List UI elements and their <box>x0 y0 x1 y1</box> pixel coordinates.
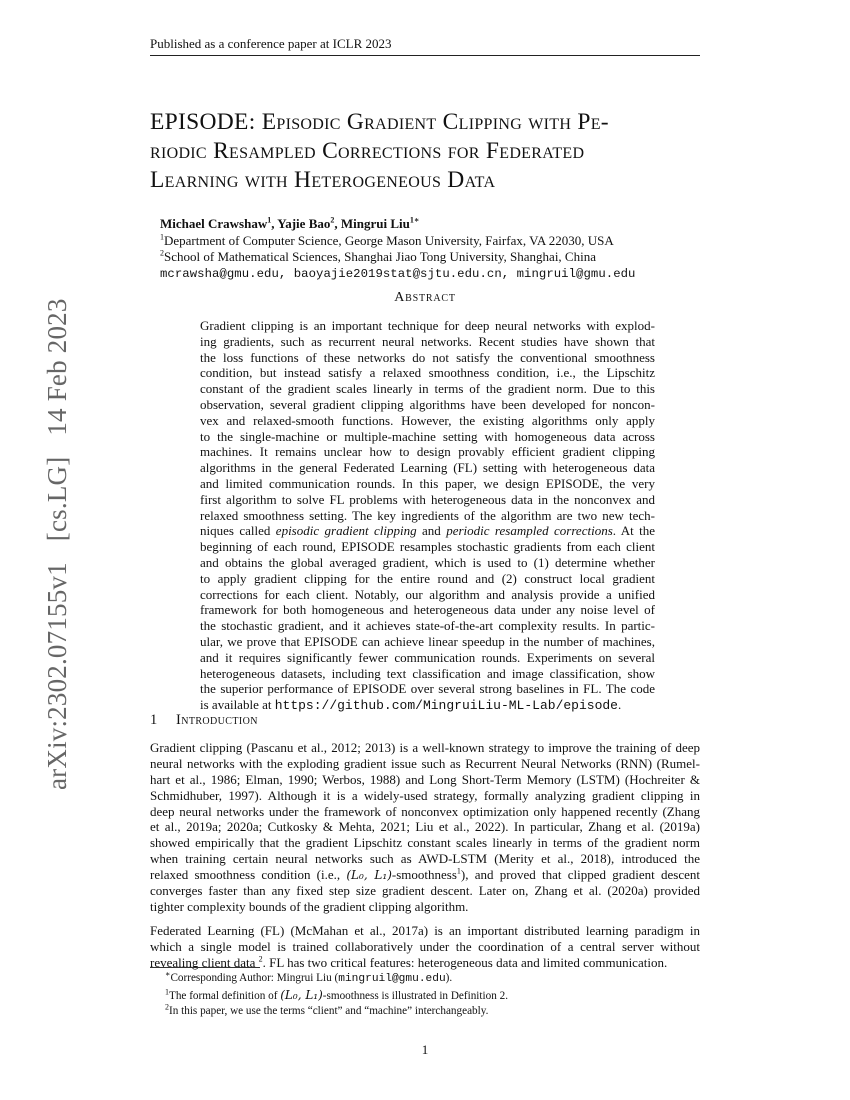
footnote-2 <box>150 1004 710 1020</box>
body-line: showed empirically that the gradient Lipschitz constant scales linearly in terms of the gradient norm <box>150 835 700 851</box>
footnote-email[interactable]: mingruil@gmu.edu <box>338 973 446 985</box>
body-line: hart et al., 1986; Elman, 1990; Werbos, 1988) and Long Short-Term Memory (LSTM) (Hochreiter & <box>150 771 700 787</box>
title-line: EPISODE: Episodic Gradient Clipping with Pe- <box>150 109 609 135</box>
affiliation-text: Department of Computer Science, George Mason University, Fairfax, VA 22030, USA <box>164 232 614 248</box>
arxiv-id[interactable]: arXiv:2302.07155v1 <box>42 562 72 790</box>
affil-mark: 2 <box>160 248 164 258</box>
abstract-line: constant of the gradient scales linearly in terms of the gradient norm. Due to this <box>200 381 655 397</box>
footnote-mark: ∗ <box>165 969 171 979</box>
footnote-mark: 2 <box>165 1002 169 1012</box>
body-line: et al., 2019a; 2020a; Cutkosky & Mehta, 2021; Liu et al., 2022). In particular, Zhang et al. (2019a) <box>150 819 700 835</box>
author-name: Michael Crawshaw <box>160 216 268 231</box>
footnote-1 <box>150 988 710 1005</box>
author-name: Yajie Bao <box>277 216 331 231</box>
header-rule <box>150 55 700 56</box>
text-run: Corresponding Author: Mingrui Liu ( <box>170 972 339 984</box>
abstract-line: vex and relaxed-smooth functions. However, the existing algorithms only apply <box>200 412 655 428</box>
math-expression: (L₀, L₁) <box>280 987 323 1002</box>
text-run: niques called <box>200 523 276 539</box>
author-separator: , <box>271 216 278 231</box>
text-run: . At the <box>612 523 655 539</box>
author-name: Mingrui Liu <box>340 216 410 231</box>
abstract-line: to the single-machine or multiple-machine setting with homogeneous data across <box>200 428 655 444</box>
author-separator: , <box>334 216 341 231</box>
author-affil-mark: 1 <box>267 215 272 225</box>
affil-mark: 1 <box>160 232 164 242</box>
abstract-line: and it requires significantly fewer communication rounds. Experiments on several <box>200 649 655 665</box>
abstract-line <box>200 523 655 539</box>
abstract-line: observation, several gradient clipping algorithms have been developed for noncon- <box>200 396 655 412</box>
affiliation-text: School of Mathematical Sciences, Shanghai Jiao Tong University, Shanghai, China <box>164 249 596 264</box>
abstract-line: the loss functions of these networks do not satisfy the conventional smoothness <box>200 349 655 365</box>
arxiv-date: 14 Feb 2023 <box>42 298 72 436</box>
title-line: Learning with Heterogeneous Data <box>150 167 496 193</box>
abstract-line: first algorithm to solve FL problems with heterogeneous data in the nonconvex and <box>200 491 655 507</box>
intro-body <box>150 740 700 970</box>
abstract-line: corrections for each client. Notably, our algorithm and analysis provide a unified <box>200 586 655 602</box>
footnote-rule <box>150 967 260 968</box>
abstract-line: ing gradients, such as recurrent neural networks. Recent studies have shown that <box>200 333 655 349</box>
abstract-line: and obtains the global averaged gradient, which is used to (1) determine whether <box>200 554 655 570</box>
text-run: . FL has two critical features: heterogeneous data and limited communication. <box>262 954 668 970</box>
section-title: Introduction <box>176 712 258 728</box>
abstract-line: beginning of each round, EPISODE resamples stochastic gradients from each client <box>200 539 655 555</box>
author-affil-mark: 1∗ <box>409 215 420 225</box>
abstract-line: algorithms in the general Federated Learning (FL) setting with heterogeneous data <box>200 460 655 476</box>
text-run: . <box>617 697 622 713</box>
abstract-line: framework for both homogeneous and heterogeneous data under any noise level of <box>200 602 655 618</box>
abstract-line: the superior performance of EPISODE over several strong baselines in FL. The code <box>200 681 655 697</box>
author-affil-mark: 2 <box>330 215 335 225</box>
abstract-line: relaxed smoothness setting. The key ingredients of the algorithm are two new tech- <box>200 507 655 523</box>
text-run: ), and proved that clipped gradient descent <box>460 867 700 883</box>
text-run: ). <box>445 972 453 984</box>
arxiv-category: [cs.LG] <box>42 456 72 542</box>
abstract-line <box>200 697 655 713</box>
body-line: when training certain neural networks such as AWD-LSTM (Merity et al., 2018), introduced the <box>150 851 700 867</box>
affiliation-1 <box>160 233 720 250</box>
abstract-line: and limited communication rounds. In this paper, we design EPISODE, the very <box>200 475 655 491</box>
abstract-line: machines. It remains unclear how to design provably efficient gradient clipping <box>200 444 655 460</box>
footnote-ref[interactable]: 1 <box>456 866 461 876</box>
footnotes <box>150 971 710 1020</box>
body-line: tighter complexity bounds of the gradient clipping algorithm. <box>150 898 469 914</box>
footnote-mark: 1 <box>165 986 169 996</box>
footnote-ref[interactable]: 2 <box>258 954 263 964</box>
author-block <box>160 216 720 282</box>
text-run: -smoothness is illustrated in Definition 2. <box>322 989 508 1002</box>
title-line: riodic Resampled Corrections for Federated <box>150 138 585 164</box>
abstract-heading: Abstract <box>394 290 456 305</box>
math-expression: (L₀, L₁) <box>346 868 392 883</box>
text-run: and <box>416 523 447 539</box>
body-line: Gradient clipping (Pascanu et al., 2012; 2013) is a well-known strategy to improve the training of deep <box>150 740 700 755</box>
body-line: neural networks with the exploding gradient issue such as Recurrent Neural Networks (RNN) (Rumel- <box>150 755 700 771</box>
abstract-line: to apply gradient clipping for the entire round and (2) construct local gradient <box>200 570 655 586</box>
arxiv-stamp <box>42 298 73 790</box>
body-line: Schmidhuber, 1997). Although it is a widely-used strategy, formally analyzing gradient clipping in <box>150 787 700 803</box>
emphasis-text: episodic gradient clipping <box>275 523 417 539</box>
footnote-corresponding <box>150 971 710 988</box>
running-header: Published as a conference paper at ICLR 2023 <box>150 36 392 51</box>
body-line: deep neural networks under the framework of nonconvex optimization only happened recently (Zhang <box>150 803 700 819</box>
intro-paragraph-2 <box>150 923 700 971</box>
text-run: The formal definition of <box>169 989 281 1002</box>
section-number: 1 <box>150 712 158 728</box>
section-heading-introduction <box>150 712 258 729</box>
intro-paragraph-1 <box>150 740 700 915</box>
page-number: 1 <box>421 1042 429 1057</box>
text-run: In this paper, we use the terms “client” and “machine” interchangeably. <box>169 1005 489 1017</box>
body-line <box>150 955 700 971</box>
body-line: converges faster than any fixed step size gradient descent. Later on, Zhang et al. (2020a) provided <box>150 883 700 899</box>
abstract-line: condition, but instead satisfy a relaxed smoothness condition, i.e., the Lipschitz <box>200 365 655 381</box>
text-run: relaxed smoothness condition (i.e., <box>150 867 347 883</box>
author-names <box>160 216 720 233</box>
affiliation-2 <box>160 249 720 266</box>
abstract-body <box>200 318 655 713</box>
text-run: revealing client data <box>150 954 259 970</box>
abstract-line: ular, we prove that EPISODE can achieve linear speedup in the number of machines, <box>200 633 655 649</box>
abstract-line: Gradient clipping is an important technique for deep neural networks with explod- <box>200 318 655 333</box>
text-run: -smoothness <box>391 867 457 883</box>
emphasis-text: periodic resampled corrections <box>446 523 613 539</box>
abstract-line: heterogeneous datasets, including text classification and image classification, show <box>200 665 655 681</box>
body-line <box>150 867 700 883</box>
abstract-line: the stochastic gradient, and it achieves state-of-the-art complexity results. In partic- <box>200 618 655 634</box>
code-url-link[interactable]: https://github.com/MingruiLiu-ML-Lab/episode <box>274 698 618 714</box>
paper-title <box>150 108 710 195</box>
body-line: which a single model is trained collaboratively under the coordination of a central server without <box>150 938 700 954</box>
body-line: Federated Learning (FL) (McMahan et al., 2017a) is an important distributed learning paradigm in <box>150 922 700 938</box>
author-emails[interactable]: mcrawsha@gmu.edu, baoyajie2019stat@sjtu.edu.cn, mingruil@gmu.edu <box>160 266 636 281</box>
text-run: is available at <box>200 697 275 713</box>
